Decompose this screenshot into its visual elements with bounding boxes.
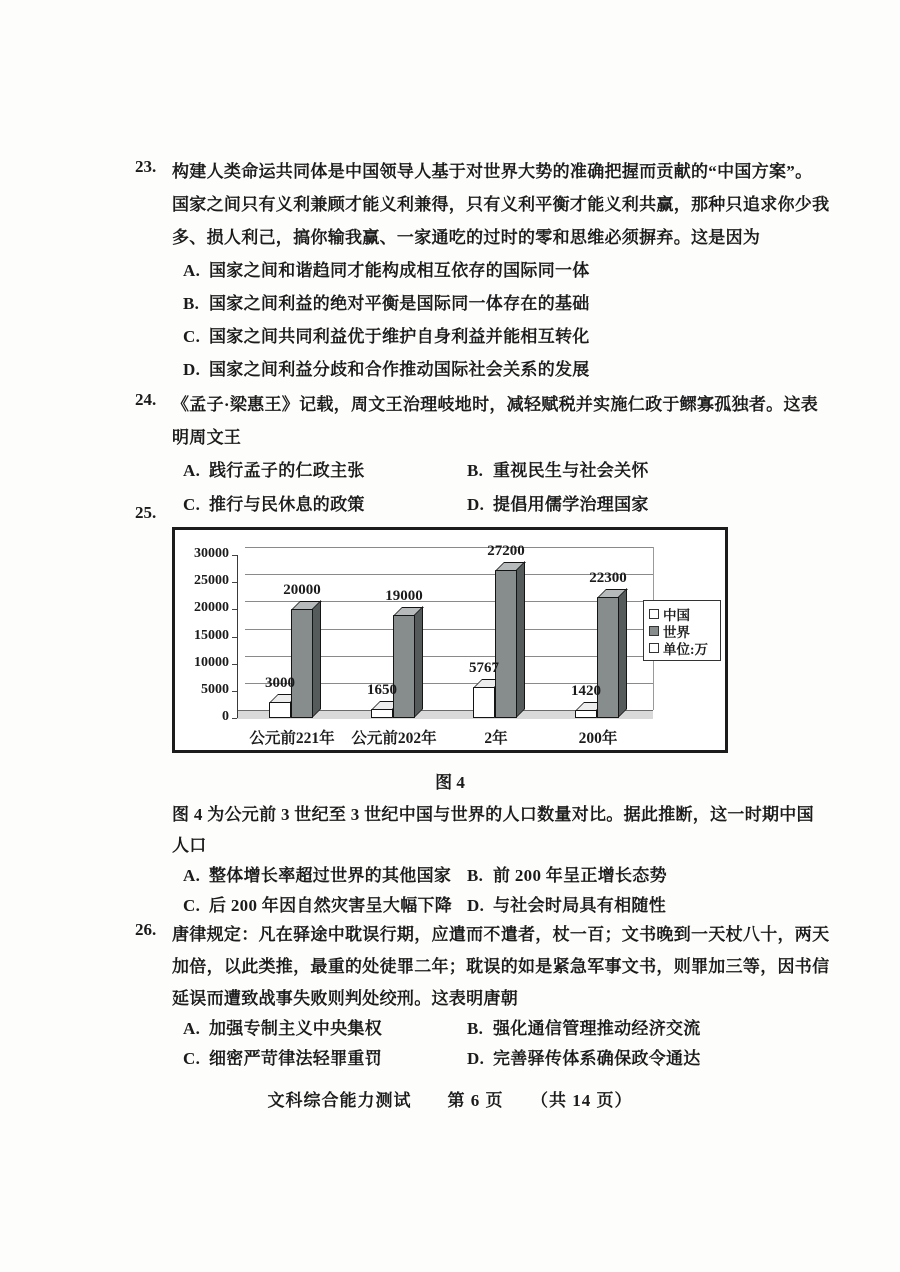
q23-stem-line-1: 构建人类命运共同体是中国领导人基于对世界大势的准确把握而贡献的“中国方案”。 <box>172 162 813 181</box>
legend-item-1 <box>649 605 715 622</box>
q24-option-b-text: 重视民生与社会关怀 <box>493 461 649 480</box>
q23-option-d-label: D. <box>183 360 201 379</box>
x-axis-label-公元前221年: 公元前221年 <box>249 730 335 747</box>
q24-stem-line-1: 《孟子·梁惠王》记载，周文王治理岐地时，减轻赋税并实施仁政于鳏寡孤独者。这表 <box>172 395 819 414</box>
q24-option-a-label: A. <box>183 461 201 480</box>
legend-label: 单位:万 <box>663 641 708 657</box>
bar-side-face <box>516 561 525 718</box>
bar-value-label-世界-公元前202年: 19000 <box>385 587 423 604</box>
y-axis-tick-label: 15000 <box>194 627 229 643</box>
legend-swatch-icon <box>649 643 659 653</box>
q26-option-b-label: B. <box>467 1019 484 1038</box>
q25-option-c-text: 后 200 年因自然灾害呈大幅下降 <box>209 896 453 915</box>
gridline-30000 <box>245 547 653 548</box>
y-axis-line <box>237 555 238 718</box>
y-axis-tick-label: 25000 <box>194 573 229 589</box>
bar-side-face <box>414 606 423 718</box>
q23-option-c-text: 国家之间共同利益优于维护自身利益并能相互转化 <box>209 327 590 346</box>
bar-value-label-中国-公元前221年: 3000 <box>265 674 295 691</box>
q23-option-a-text: 国家之间和谐趋同才能构成相互依存的国际同一体 <box>209 261 590 280</box>
chart-legend <box>643 600 721 661</box>
q24-option-a-text: 践行孟子的仁政主张 <box>209 461 365 480</box>
q23-option-d <box>183 355 590 380</box>
bar-世界-2年 <box>495 570 517 718</box>
bar-value-label-中国-200年: 1420 <box>571 683 601 700</box>
q23-number: 23. <box>135 157 157 176</box>
q26-option-d-label: D. <box>467 1049 485 1068</box>
bar-value-label-世界-2年: 27200 <box>487 543 525 560</box>
q24-option-c <box>183 490 365 515</box>
q26-option-a-text: 加强专制主义中央集权 <box>209 1019 382 1038</box>
q26-option-b <box>467 1014 701 1039</box>
q26-option-d-text: 完善驿传体系确保政令通达 <box>493 1049 701 1068</box>
y-tick-0 <box>232 718 237 719</box>
legend-item-2 <box>649 622 715 639</box>
q24-option-b-label: B. <box>467 461 484 480</box>
q24-option-d <box>467 490 649 515</box>
page-footer: 文科综合能力测试 第 6 页 （共 14 页） <box>267 1091 633 1110</box>
q24-option-c-text: 推行与民休息的政策 <box>209 495 365 514</box>
figure-4-chart <box>172 527 728 753</box>
q23-stem-line-3: 多、损人利己，搞你输我赢、一家通吃的过时的零和思维必须摒弃。这是因为 <box>172 228 761 247</box>
bar-side-face <box>312 600 321 718</box>
q26-option-a <box>183 1014 382 1039</box>
q25-option-c-label: C. <box>183 896 201 915</box>
q23-option-b-label: B. <box>183 294 200 313</box>
q26-option-b-text: 强化通信管理推动经济交流 <box>493 1019 701 1038</box>
x-axis-label-公元前202年: 公元前202年 <box>351 730 437 747</box>
bar-value-label-中国-公元前202年: 1650 <box>367 682 397 699</box>
bar-中国-200年 <box>575 710 597 718</box>
q23-option-b <box>183 289 590 314</box>
q23-option-a <box>183 256 590 281</box>
q23-option-b-text: 国家之间利益的绝对平衡是国际同一体存在的基础 <box>209 294 590 313</box>
q25-option-a-label: A. <box>183 866 201 885</box>
q25-stem-line-1: 图 4 为公元前 3 世纪至 3 世纪中国与世界的人口数量对比。据此推断，这一时期中国 <box>172 805 814 824</box>
q25-option-c <box>183 891 452 916</box>
q24-option-d-text: 提倡用儒学治理国家 <box>493 495 649 514</box>
q23-option-a-label: A. <box>183 261 201 280</box>
q26-option-c <box>183 1044 382 1069</box>
q25-option-b <box>467 861 667 886</box>
q23-stem-line-2: 国家之间只有义利兼顾才能义利兼得，只有义利平衡才能义利共赢，那种只追求你少我 <box>172 195 830 214</box>
bar-中国-2年 <box>473 687 495 718</box>
legend-label: 世界 <box>663 624 690 640</box>
q25-option-a-text: 整体增长率超过世界的其他国家 <box>209 866 452 885</box>
q25-option-b-text: 前 200 年呈正增长态势 <box>493 866 667 885</box>
q25-option-d-text: 与社会时局具有相随性 <box>493 896 666 915</box>
q24-option-c-label: C. <box>183 495 201 514</box>
q25-option-b-label: B. <box>467 866 484 885</box>
bar-value-label-世界-公元前221年: 20000 <box>283 582 321 599</box>
q26-option-c-label: C. <box>183 1049 201 1068</box>
q24-stem-line-2: 明周文王 <box>172 428 242 447</box>
q25-number: 25. <box>135 503 157 522</box>
q23-option-c-label: C. <box>183 327 201 346</box>
y-axis-tick-label: 5000 <box>201 681 229 697</box>
x-axis-label-2年: 2年 <box>484 730 508 747</box>
bar-中国-公元前221年 <box>269 702 291 718</box>
x-axis-label-200年: 200年 <box>578 730 618 747</box>
y-axis-tick-label: 30000 <box>194 546 229 561</box>
q24-option-b <box>467 456 649 481</box>
q24-option-a <box>183 456 365 481</box>
legend-item-3 <box>649 639 715 656</box>
q26-stem-line-2: 加倍，以此类推，最重的处徒罪二年；耽误的如是紧急军事文书，则罪加三等，因书信 <box>172 957 830 976</box>
legend-label: 中国 <box>663 607 690 623</box>
y-axis-tick-label: 10000 <box>194 654 229 670</box>
bar-value-label-中国-2年: 5767 <box>469 659 499 676</box>
q26-stem-line-1: 唐律规定：凡在驿途中耽误行期，应遣而不遣者，杖一百；文书晚到一天杖八十，两天 <box>172 925 830 944</box>
y-axis-tick-label: 0 <box>222 709 229 724</box>
figure-4-caption: 图 4 <box>435 773 465 792</box>
legend-swatch-icon <box>649 626 659 636</box>
y-axis-tick-label: 20000 <box>194 600 229 616</box>
bar-世界-公元前202年 <box>393 615 415 718</box>
q24-number: 24. <box>135 390 157 409</box>
q23-option-d-text: 国家之间利益分歧和合作推动国际社会关系的发展 <box>209 360 590 379</box>
bar-中国-公元前202年 <box>371 709 393 718</box>
q26-option-d <box>467 1044 701 1069</box>
q25-option-d-label: D. <box>467 896 485 915</box>
q23-option-c <box>183 322 590 347</box>
q26-option-a-label: A. <box>183 1019 201 1038</box>
bar-value-label-世界-200年: 22300 <box>589 569 627 586</box>
q26-option-c-text: 细密严苛律法轻罪重罚 <box>209 1049 382 1068</box>
q24-option-d-label: D. <box>467 495 485 514</box>
q25-option-d <box>467 891 666 916</box>
legend-swatch-icon <box>649 609 659 619</box>
q26-number: 26. <box>135 920 157 939</box>
q25-option-a <box>183 861 451 886</box>
q26-stem-line-3: 延误而遭致战事失败则判处绞刑。这表明唐朝 <box>172 989 518 1008</box>
bar-世界-公元前221年 <box>291 609 313 718</box>
q25-stem-line-2: 人口 <box>172 836 207 855</box>
